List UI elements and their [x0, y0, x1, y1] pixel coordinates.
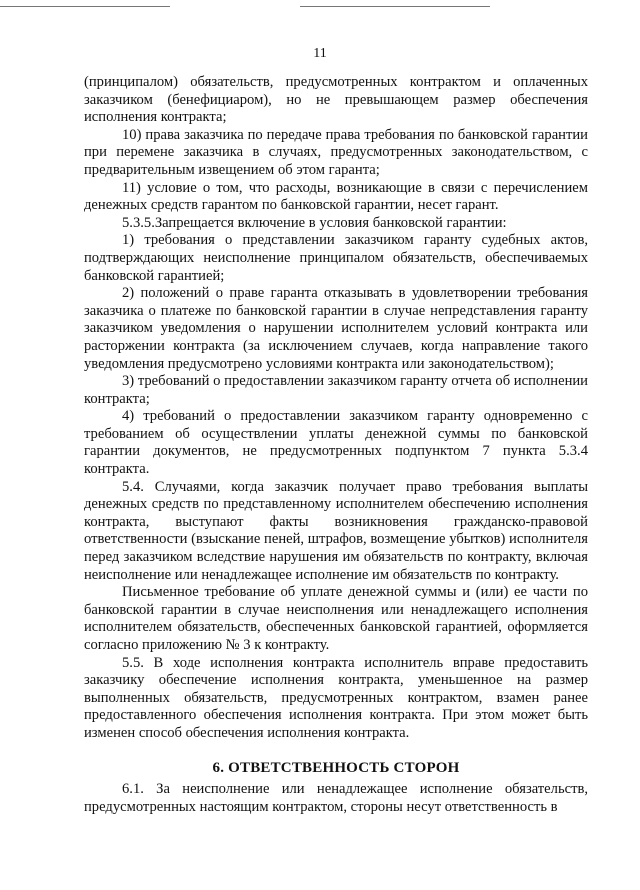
document-body: [84, 74, 588, 816]
scan-edge-line: [300, 6, 490, 7]
paragraph: Письменное требование об уплате денежной суммы и (или) ее части по банковской гарантии в случае неисполнения или ненадлежащего исполнения исполнителем обязательств, обеспеченных банковской гарантией, оформляется согласно приложению № 3 к контракту.: [84, 584, 588, 653]
paragraph: (принципалом) обязательств, предусмотренных контрактом и оплаченных заказчиком (бенефициаром), но не превышающем размер обеспечения исполнения контракта;: [84, 74, 588, 126]
scan-edge-line: [0, 6, 170, 7]
paragraph: 5.5. В ходе исполнения контракта исполнитель вправе предоставить заказчику обеспечение исполнения контракта, уменьшенное на размер выполненных обязательств, предусмотренных контрактом, взамен ранее предоставленного обеспечения исполнения контракта. При этом может быть изменен способ обеспечения исполнения контракта.: [84, 654, 588, 741]
paragraphs-before-heading: [84, 74, 588, 743]
section-heading: 6. ОТВЕТСТВЕННОСТЬ СТОРОН: [212, 759, 460, 776]
paragraph: 11) условие о том, что расходы, возникающие в связи с перечислением денежных средств гарантом по банковской гарантии, несет гарант.: [84, 179, 588, 214]
paragraph: 6.1. За неисполнение или ненадлежащее исполнение обязательств, предусмотренных настоящим контрактом, стороны несут ответственность в: [84, 781, 588, 815]
paragraphs-after-heading: [84, 781, 588, 816]
paragraph: 5.3.5.Запрещается включение в условия банковской гарантии:: [122, 214, 507, 231]
page-number: 11: [313, 46, 327, 61]
paragraph: 10) права заказчика по передаче права требования по банковской гарантии при перемене заказчика в случаях, предусмотренных законодательством, с предварительным извещением об этом гаранта;: [84, 126, 588, 178]
paragraph: 4) требований о предоставлении заказчиком гаранту одновременно с требованием об осуществлении уплаты денежной суммы по банковской гарантии документов, не предусмотренных подпунктом 7 пункта 5.3.4 контракта.: [84, 408, 588, 478]
paragraph: 5.4. Случаями, когда заказчик получает право требования выплаты денежных средств по представленному исполнителем обеспечению исполнения контракта, выступают факты возникновения гражданско-правовой ответственности (взыскание пеней, штрафов, возмещение убытков) исполнителя перед заказчиком вследствие нарушения им обязательств по контракту, включая неисполнение или ненадлежащее исполнение им обязательств по контракту.: [84, 478, 588, 583]
paragraph: 1) требования о представлении заказчиком гаранту судебных актов, подтверждающих неисполнение принципалом обязательств, обеспечиваемых банковской гарантией;: [84, 232, 588, 284]
paragraph: 2) положений о праве гаранта отказывать в удовлетворении требования заказчика о платеже по банковской гарантии в случае непредставления гаранту заказчиком уведомления о нарушении исполнителем условий контракта или расторжении контракта (за исключением случаев, когда направление такого уведомления предусмотрено условиями контракта или законодательством);: [84, 285, 588, 372]
paragraph: 3) требований о предоставлении заказчиком гаранту отчета об исполнении контракта;: [84, 373, 588, 407]
